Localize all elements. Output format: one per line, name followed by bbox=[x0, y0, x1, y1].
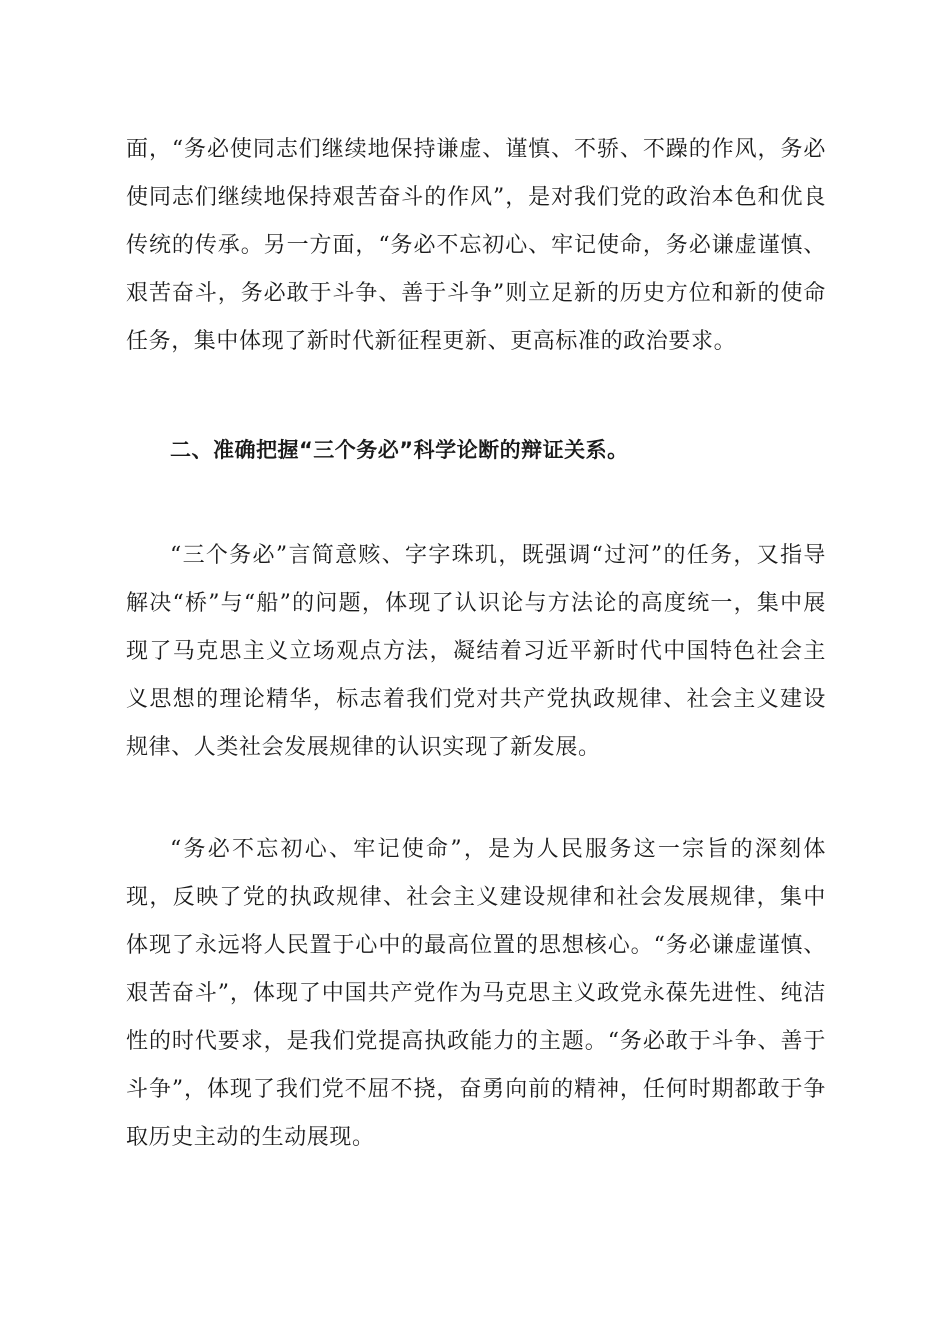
body-paragraph-2: “三个务必”言简意赅、字字珠玑，既强调“过河”的任务，又指导解决“桥”与“船”的问题，体现了认识论与方法论的高度统一，集中展现了马克思主义立场观点方法，凝结着习近平新时代中国特色社会主义思想的理论精华，标志着我们党对共产党执政规律、社会主义建设规律、人类社会发展规律的认识实现了新发展。 bbox=[126, 543, 826, 760]
section-heading: 二、准确把握“三个务必”科学论断的辩证关系。 bbox=[170, 438, 629, 462]
body-paragraph-1: 面，“务必使同志们继续地保持谦虚、谨慎、不骄、不躁的作风，务必使同志们继续地保持艰苦奋斗的作风”，是对我们党的政治本色和优良传统的传承。另一方面，“务必不忘初心、牢记使命，务必谦虚谨慎、艰苦奋斗，务必敢于斗争、善于斗争”则立足新的历史方位和新的使命任务，集中体现了新时代新征程更新、更高标准的政治要求。 bbox=[126, 137, 826, 354]
body-paragraph-3: “务必不忘初心、牢记使命”，是为人民服务这一宗旨的深刻体现，反映了党的执政规律、社会主义建设规律和社会发展规律，集中体现了永远将人民置于心中的最高位置的思想核心。“务必谦虚谨慎、艰苦奋斗”，体现了中国共产党作为马克思主义政党永葆先进性、纯洁性的时代要求，是我们党提高执政能力的主题。“务必敢于斗争、善于斗争”，体现了我们党不屈不挠，奋勇向前的精神，任何时期都敢于争取历史主动的生动展现。 bbox=[126, 837, 826, 1150]
